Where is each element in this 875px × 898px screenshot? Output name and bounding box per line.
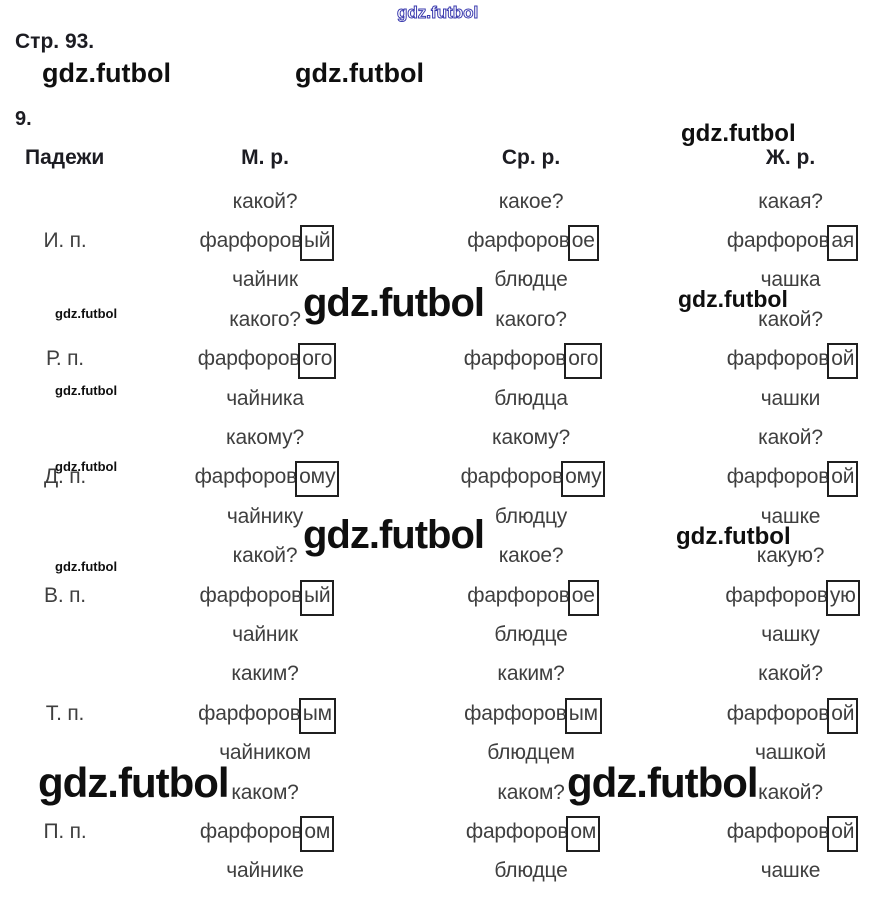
- adjective-ending-box: ое: [568, 225, 599, 261]
- adjective-stem: фарфоров: [198, 701, 301, 725]
- adjective-ending-box: ом: [300, 816, 334, 852]
- question-word: какому?: [492, 426, 570, 450]
- question-word: каком?: [497, 780, 565, 804]
- question-word: какого?: [495, 307, 567, 331]
- header-neuter: Ср. р.: [501, 146, 561, 169]
- watermark-gdz-futbol: gdz.futbol: [567, 759, 758, 806]
- adjective-word: [130, 702, 400, 726]
- case-label: И. п.: [43, 229, 87, 253]
- watermark-gdz-futbol: gdz.futbol: [42, 58, 171, 88]
- adjective-stem: фарфоров: [464, 701, 567, 725]
- noun-word: блюдца: [494, 386, 568, 410]
- adjective-stem: фарфоров: [465, 819, 569, 843]
- watermark-gdz-futbol: gdz.futbol: [295, 58, 424, 88]
- watermark-gdz-futbol: gdz.futbol: [55, 306, 118, 321]
- watermark-gdz-futbol: gdz.futbol: [303, 513, 485, 557]
- question-word: каким?: [231, 662, 299, 686]
- adjective-ending-box: ом: [566, 816, 600, 852]
- case-label: В. п.: [44, 583, 86, 607]
- noun-word: блюдце: [494, 268, 568, 292]
- question-word: какое?: [498, 189, 564, 213]
- header-masculine: М. р.: [241, 146, 289, 169]
- question-word: каком?: [231, 780, 299, 804]
- table-header-row: [0, 146, 875, 170]
- adjective-word: [400, 702, 662, 726]
- adjective-stem: фарфоров: [197, 347, 301, 371]
- adjective-stem: фарфоров: [199, 583, 303, 607]
- adjective-word: [400, 347, 662, 371]
- adjective-word: [684, 465, 875, 489]
- noun-word: блюдце: [494, 622, 568, 646]
- adjective-word: [130, 229, 400, 253]
- adjective-word: [130, 465, 400, 489]
- noun-word: чашкой: [754, 741, 827, 765]
- question-word: каким?: [497, 662, 565, 686]
- adjective-ending-box: ой: [827, 461, 858, 497]
- page-number-label: Стр. 93.: [15, 30, 95, 53]
- header-feminine: Ж. р.: [765, 146, 816, 169]
- question-word: какое?: [498, 544, 564, 568]
- adjective-stem: фарфоров: [199, 819, 303, 843]
- adjective-word: [400, 465, 662, 489]
- question-word: какую?: [756, 544, 825, 568]
- adjective-stem: фарфоров: [467, 229, 570, 253]
- adjective-word: [684, 229, 875, 253]
- question-word: какой?: [758, 426, 823, 450]
- adjective-ending-box: ый: [300, 580, 334, 616]
- watermark-gdz-futbol: gdz.futbol: [55, 459, 118, 474]
- noun-word: чашке: [760, 504, 821, 528]
- question-word: какая?: [758, 189, 823, 213]
- noun-word: чашки: [760, 386, 821, 410]
- adjective-stem: фарфоров: [726, 229, 830, 253]
- adjective-ending-box: ому: [561, 461, 605, 497]
- adjective-ending-box: ое: [568, 580, 599, 616]
- adjective-ending-box: ому: [295, 461, 339, 497]
- adjective-stem: фарфоров: [463, 347, 567, 371]
- adjective-word: [400, 584, 662, 608]
- adjective-word: [400, 229, 662, 253]
- adjective-stem: фарфоров: [726, 701, 830, 725]
- adjective-stem: фарфоров: [726, 465, 830, 489]
- case-label: Р. п.: [46, 347, 84, 371]
- adjective-ending-box: ую: [826, 580, 860, 616]
- adjective-word: [130, 347, 400, 371]
- noun-word: чайника: [226, 386, 304, 410]
- exercise-number: 9.: [15, 108, 32, 130]
- adjective-stem: фарфоров: [726, 819, 830, 843]
- adjective-word: [130, 820, 400, 844]
- question-word: какой?: [232, 544, 298, 568]
- noun-word: чайнику: [226, 504, 304, 528]
- noun-word: чайнике: [226, 859, 304, 883]
- adjective-stem: фарфоров: [194, 465, 298, 489]
- question-word: какой?: [758, 662, 823, 686]
- watermark-gdz-futbol: gdz.futbol: [303, 281, 485, 325]
- case-label: П. п.: [43, 819, 87, 843]
- question-word: какому?: [226, 426, 304, 450]
- adjective-word: [684, 820, 875, 844]
- noun-word: чайник: [232, 622, 298, 646]
- question-word: какой?: [232, 189, 298, 213]
- noun-word: чайник: [232, 268, 298, 292]
- noun-word: чайником: [219, 741, 311, 765]
- adjective-word: [684, 347, 875, 371]
- watermark-gdz-futbol: gdz.futbol: [38, 759, 229, 806]
- adjective-ending-box: ой: [827, 343, 858, 379]
- watermark-gdz-futbol: gdz.futbol: [676, 523, 791, 550]
- adjective-word: [130, 584, 400, 608]
- adjective-ending-box: ой: [827, 698, 858, 734]
- case-label: Д. п.: [43, 465, 87, 489]
- adjective-ending-box: ый: [300, 225, 334, 261]
- question-word: какой?: [758, 307, 823, 331]
- noun-word: чашка: [760, 268, 821, 292]
- adjective-stem: фарфоров: [460, 465, 564, 489]
- watermark-gdz-futbol-outline: gdz.futbol: [397, 3, 479, 22]
- adjective-word: [400, 820, 662, 844]
- question-word: какой?: [758, 780, 823, 804]
- adjective-stem: фарфоров: [199, 229, 303, 253]
- adjective-ending-box: ым: [565, 698, 602, 734]
- watermark-gdz-futbol: gdz.futbol: [55, 383, 118, 398]
- adjective-ending-box: ого: [564, 343, 602, 379]
- adjective-ending-box: ой: [827, 816, 858, 852]
- watermark-gdz-futbol: gdz.futbol: [55, 559, 118, 574]
- adjective-ending-box: ая: [827, 225, 858, 261]
- watermark-gdz-futbol: gdz.futbol: [681, 120, 796, 147]
- noun-word: чашку: [761, 622, 820, 646]
- adjective-word: [684, 702, 875, 726]
- watermark-gdz-futbol: gdz.futbol: [678, 286, 788, 312]
- adjective-word: [684, 584, 875, 608]
- header-cases: Падежи: [25, 146, 105, 169]
- noun-word: блюдцу: [494, 504, 568, 528]
- adjective-ending-box: ого: [298, 343, 336, 379]
- noun-word: чашке: [760, 859, 821, 883]
- adjective-ending-box: ым: [299, 698, 336, 734]
- noun-word: блюдцем: [487, 741, 575, 765]
- noun-word: блюдце: [494, 859, 568, 883]
- adjective-stem: фарфоров: [467, 583, 570, 607]
- question-word: какого?: [229, 307, 301, 331]
- adjective-stem: фарфоров: [726, 347, 830, 371]
- case-label: Т. п.: [45, 701, 85, 725]
- adjective-stem: фарфоров: [725, 583, 828, 607]
